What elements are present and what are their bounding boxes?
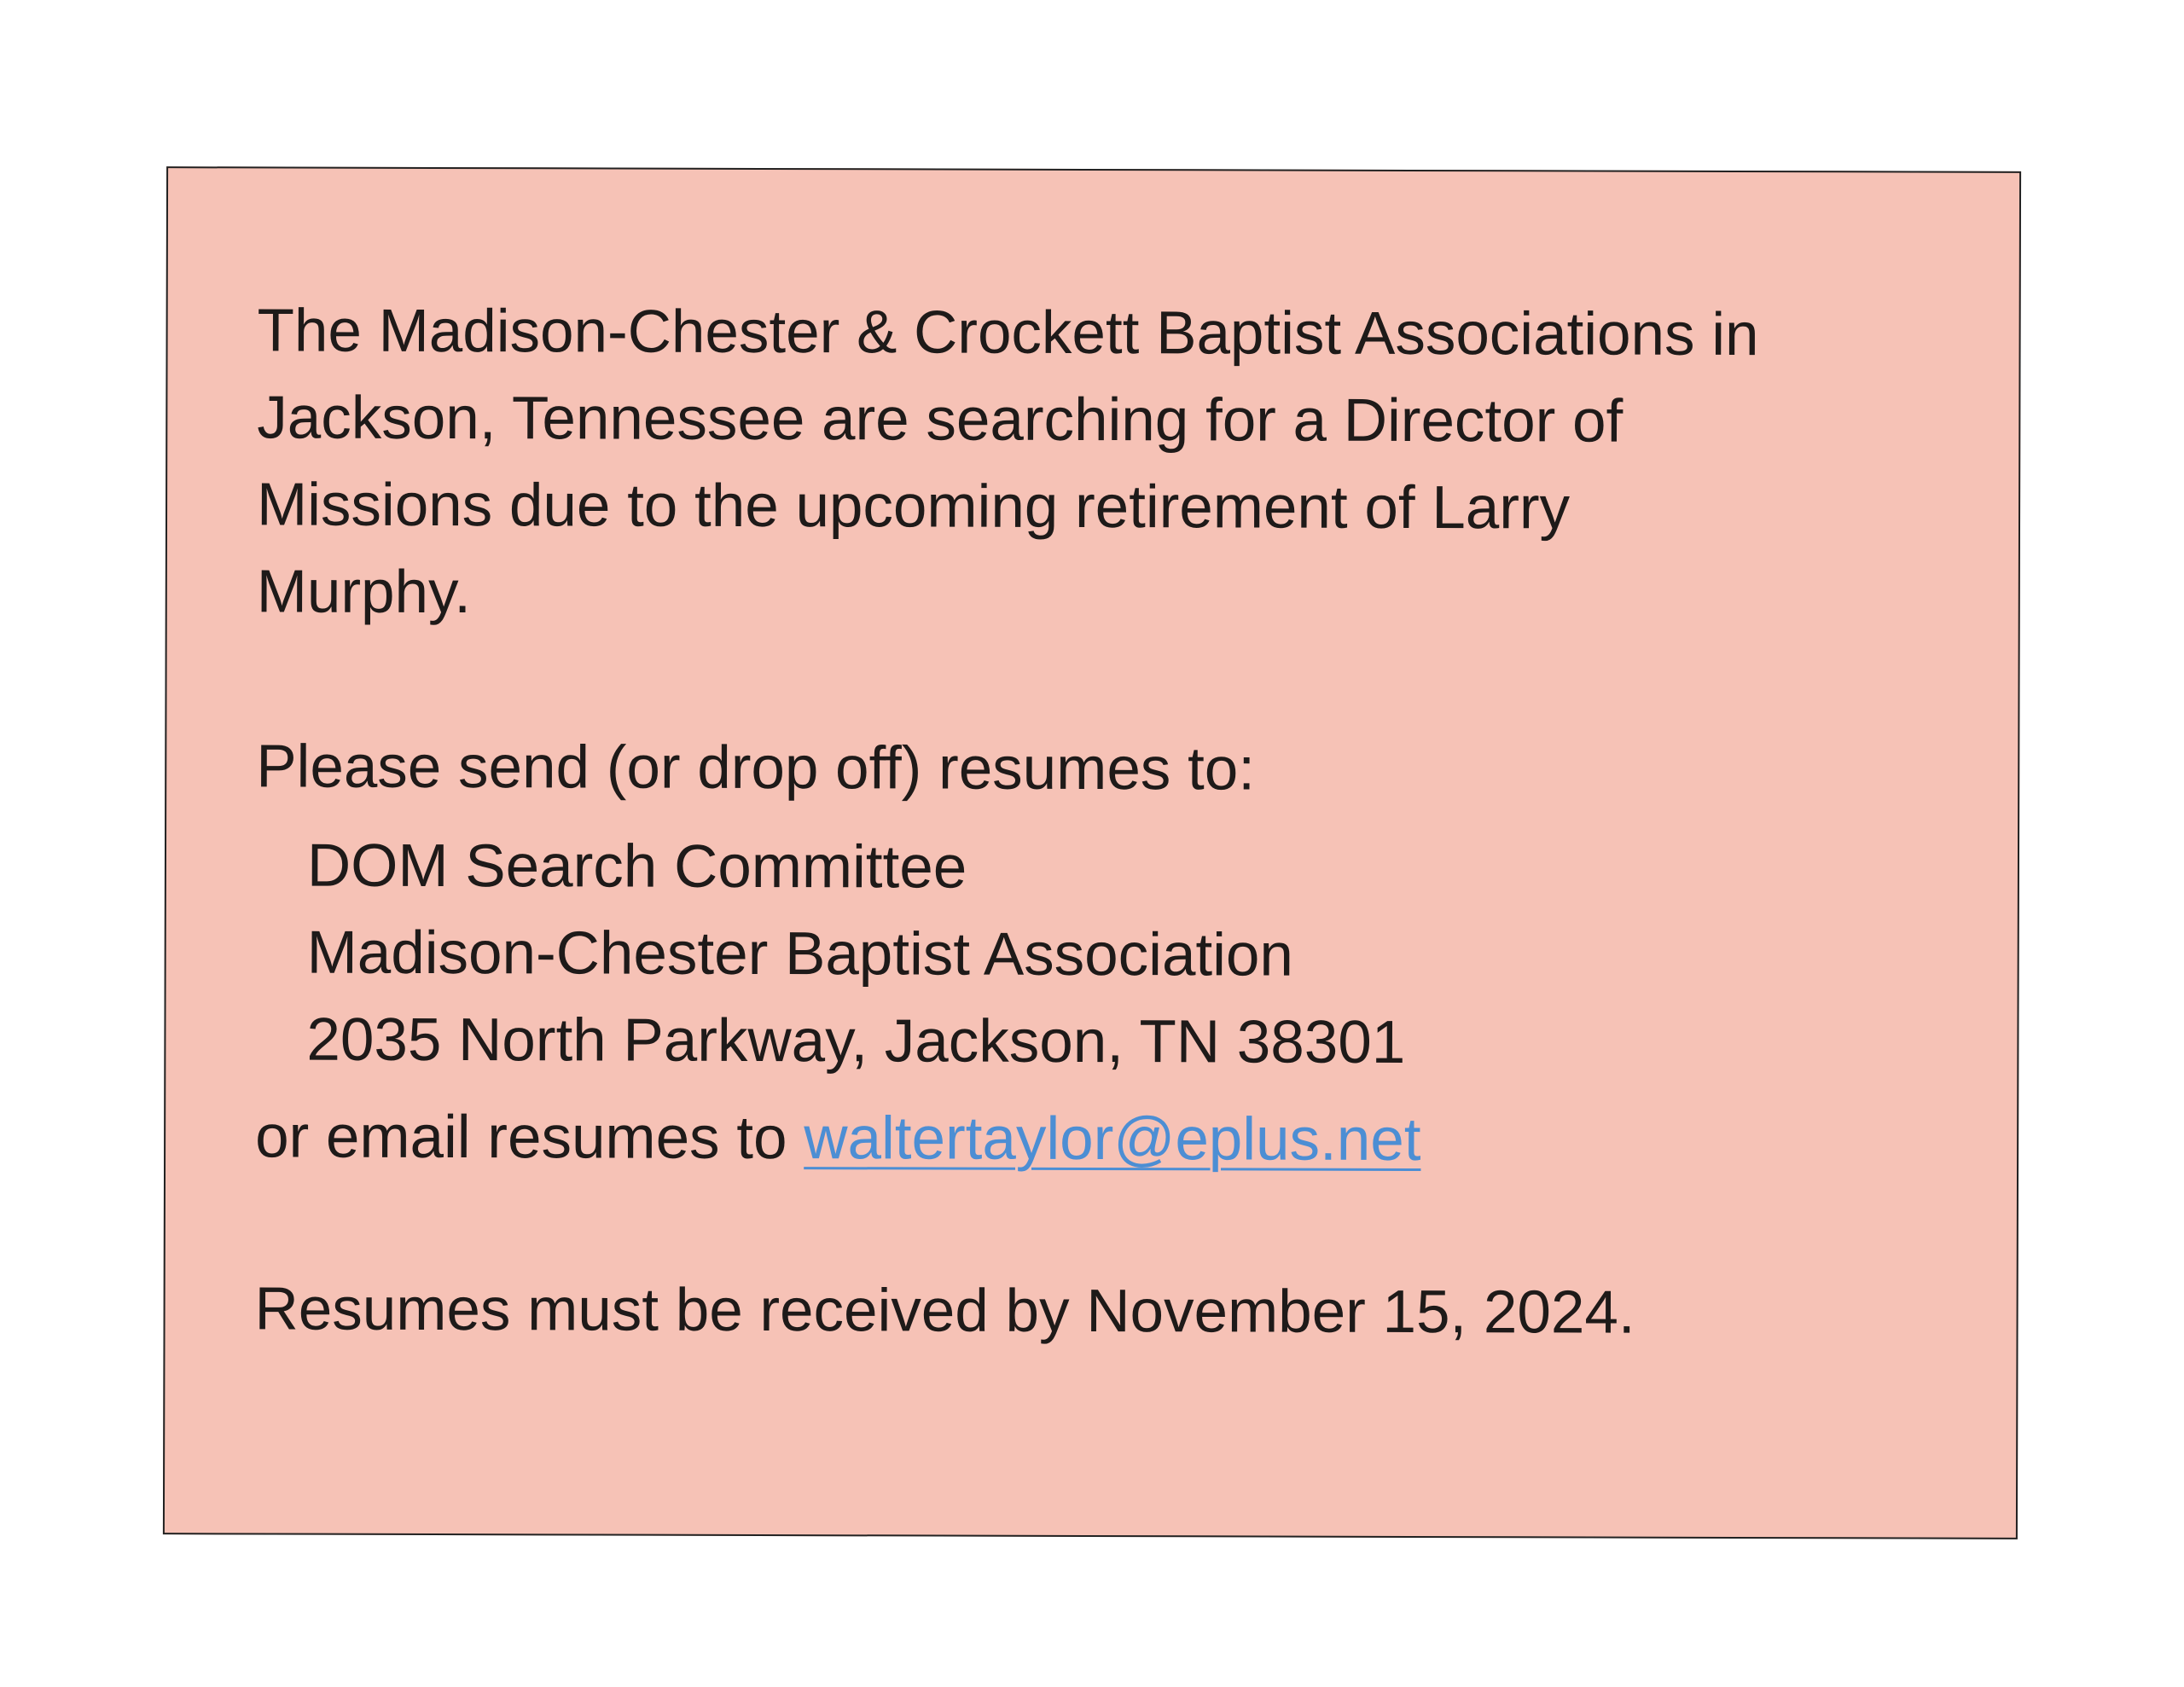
email-line	[255, 1093, 1961, 1185]
email-link[interactable]: waltertaylor@eplus.net	[804, 1104, 1421, 1174]
address-line-recipient: DOM Search Committee	[306, 832, 967, 901]
intro-line: Missions due to the upcoming retirement of Larry	[256, 471, 1571, 542]
intro-line: Jackson, Tennessee are searching for a Director of	[257, 384, 1623, 455]
intro-line: Murphy.	[256, 558, 472, 627]
mailing-address	[255, 822, 1962, 1087]
intro-line: The Madison-Chester & Crockett Baptist Associations in	[257, 297, 1759, 369]
email-prefix: or email resumes to	[255, 1103, 804, 1173]
notice-text	[254, 287, 1963, 1357]
address-line-street: 2035 North Parkway, Jackson, TN 38301	[306, 1006, 1406, 1076]
notice-card	[163, 166, 2021, 1539]
paragraph-spacer	[256, 635, 1962, 728]
address-line-organization: Madison-Chester Baptist Association	[306, 919, 1294, 989]
deadline-text: Resumes must be received by November 15, 2024.	[254, 1275, 1635, 1347]
send-heading: Please send (or drop off) resumes to:	[256, 733, 1256, 803]
intro-paragraph	[257, 287, 1964, 640]
